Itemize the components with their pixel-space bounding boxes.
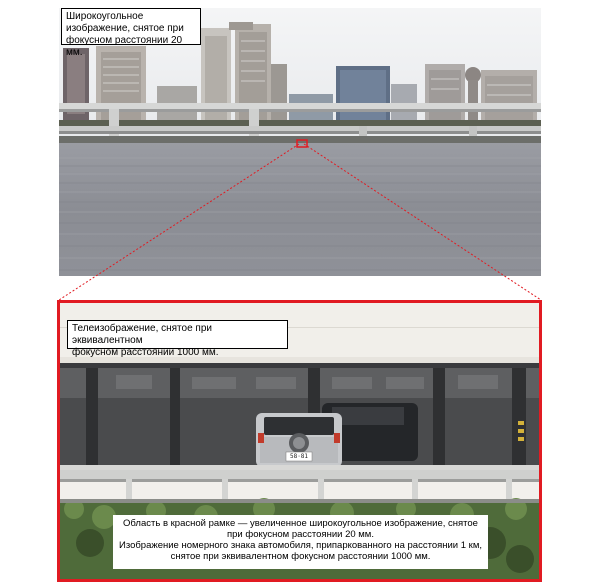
note-line: при фокусном расстоянии 20 мм. [227, 529, 374, 540]
wide-caption-line: изображение, снятое при [66, 23, 184, 34]
wide-angle-caption [61, 8, 201, 58]
note-line: Область в красной рамке — увеличенное широкоугольное изображение, снятое [123, 518, 478, 529]
tele-caption-line: фокусном расстоянии 1000 мм. [72, 347, 219, 358]
note-line: Изображение номерного знака автомобиля, припаркованного на расстоянии 1 км, [119, 540, 482, 551]
explanation-note [113, 515, 488, 569]
wide-caption-line: фокусном расстоянии 20 мм. [66, 35, 183, 58]
wide-caption-line: Широкоугольное [66, 11, 144, 22]
tele-caption-line: Телеизображение, снятое при эквивалентном [72, 323, 212, 346]
license-plate-text: 58·81 [289, 453, 309, 460]
note-line: снятое при эквивалентном фокусном расстоянии 1000 мм. [170, 551, 431, 562]
telephoto-caption [67, 320, 288, 358]
